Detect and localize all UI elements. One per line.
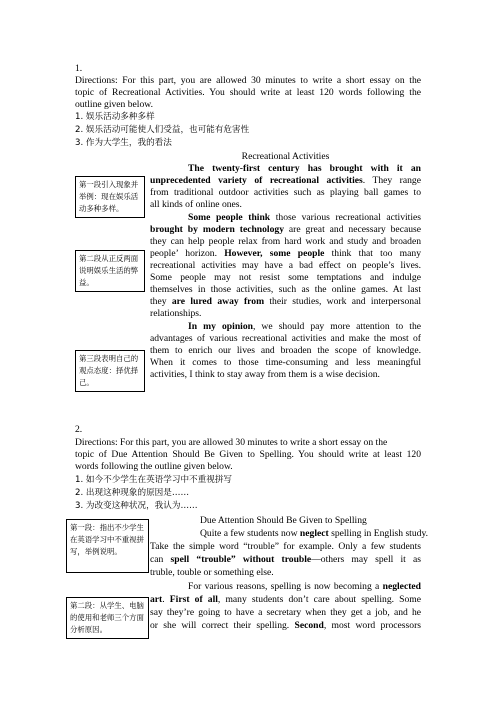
essay-title: Recreational Activities bbox=[241, 151, 330, 162]
essay-line: say they’re going to have a secretary when they get a job, and he bbox=[150, 607, 421, 618]
essay-line: or she will correct their spelling. Second, most word processors bbox=[150, 620, 421, 631]
margin-note: 第一段：指出不少学生在英语学习中不重视拼写，举例说明。 bbox=[66, 519, 149, 573]
outline-item: 1. 如今不少学生在英语学习中不重视拼写 bbox=[75, 475, 233, 485]
margin-note: 第三段表明自己的观点态度：择优择己。 bbox=[75, 350, 145, 392]
essay-line: advantages of various recreational activities and make the most of bbox=[150, 333, 421, 344]
essay-line: unprecedented variety of recreational activities. They range bbox=[150, 175, 421, 186]
essay-line: from traditional outdoor activities such as playing ball games to bbox=[150, 187, 421, 198]
margin-note: 第二段：从学生、电脑的使用和老师三个方面分析原因。 bbox=[66, 597, 149, 639]
essay-line: art. First of all, many students don’t care about spelling. Some bbox=[150, 594, 421, 605]
essay-line: people’ horizon. However, some people think that too many bbox=[150, 248, 421, 259]
essay-line: Some people may not resist some temptations and indulge bbox=[150, 272, 421, 283]
directions-line: topic of Recreational Activities. You should write at least 120 words following the bbox=[75, 87, 421, 98]
essay-line: themselves in those activities, such as the online games. At last bbox=[150, 284, 421, 295]
outline-item: 2. 娱乐活动可能使人们受益，也可能有危害性 bbox=[75, 125, 250, 135]
essay-line: brought by modern technology are great and necessary because bbox=[150, 224, 421, 235]
essay-line: In my opinion, we should pay more attention to the bbox=[188, 321, 421, 332]
essay-line: Quite a few students now neglect spelling in English study. bbox=[200, 528, 429, 539]
outline-item: 3. 为改变这种状况，我认为…… bbox=[75, 501, 198, 511]
outline-item: 1. 娱乐活动多种多样 bbox=[75, 112, 155, 122]
section-number: 1. bbox=[75, 63, 83, 74]
essay-line: Take the simple word “trouble” for example. Only a few students bbox=[150, 541, 421, 552]
essay-line: relationships. bbox=[150, 308, 202, 319]
essay-title: Due Attention Should Be Given to Spelling bbox=[200, 515, 367, 526]
directions-line: Directions: For this part, you are allowed 30 minutes to write a short essay on the bbox=[75, 437, 388, 448]
essay-line: activities, I think to stay away from them is a wise decision. bbox=[150, 369, 380, 380]
essay-line: recreational activities may have a bad effect on people’s lives. bbox=[150, 260, 421, 271]
essay-line: The twenty-first century has brought with it an bbox=[188, 163, 421, 174]
outline-item: 2. 出现这种现象的原因是…… bbox=[75, 488, 190, 498]
section-number: 2. bbox=[75, 424, 83, 435]
margin-note: 第二段从正反两面说明娱乐生活的弊益。 bbox=[75, 250, 145, 292]
essay-line: When it comes to those time-consuming and less meaningful bbox=[150, 357, 421, 368]
essay-line: they can help people relax from hard work and study and broaden bbox=[150, 236, 421, 247]
essay-line: can spell “trouble” without trouble—others may spell it as bbox=[150, 554, 421, 565]
essay-line: truble, touble or something else. bbox=[150, 567, 274, 578]
directions-line: words following the outline given below. bbox=[75, 461, 233, 472]
essay-line: Some people think those various recreational activities bbox=[188, 212, 421, 223]
margin-note: 第一段引入现象并举例：现在娱乐活动多种多样。 bbox=[75, 176, 145, 218]
directions-line: topic of Due Attention Should Be Given to Spelling. You should write at least 120 bbox=[75, 449, 421, 460]
directions-line: Directions: For this part, you are allowed 30 minutes to write a short essay on the bbox=[75, 75, 421, 86]
outline-item: 3. 作为大学生，我的看法 bbox=[75, 138, 172, 148]
directions-line: outline given below. bbox=[75, 99, 153, 110]
essay-line: all kinds of online ones. bbox=[150, 199, 242, 210]
essay-line: they are lured away from their studies, work and interpersonal bbox=[150, 296, 421, 307]
essay-line: them to enrich our lives and broaden the scope of knowledge. bbox=[150, 345, 421, 356]
essay-line: For various reasons, spelling is now becoming a neglected bbox=[188, 581, 421, 592]
